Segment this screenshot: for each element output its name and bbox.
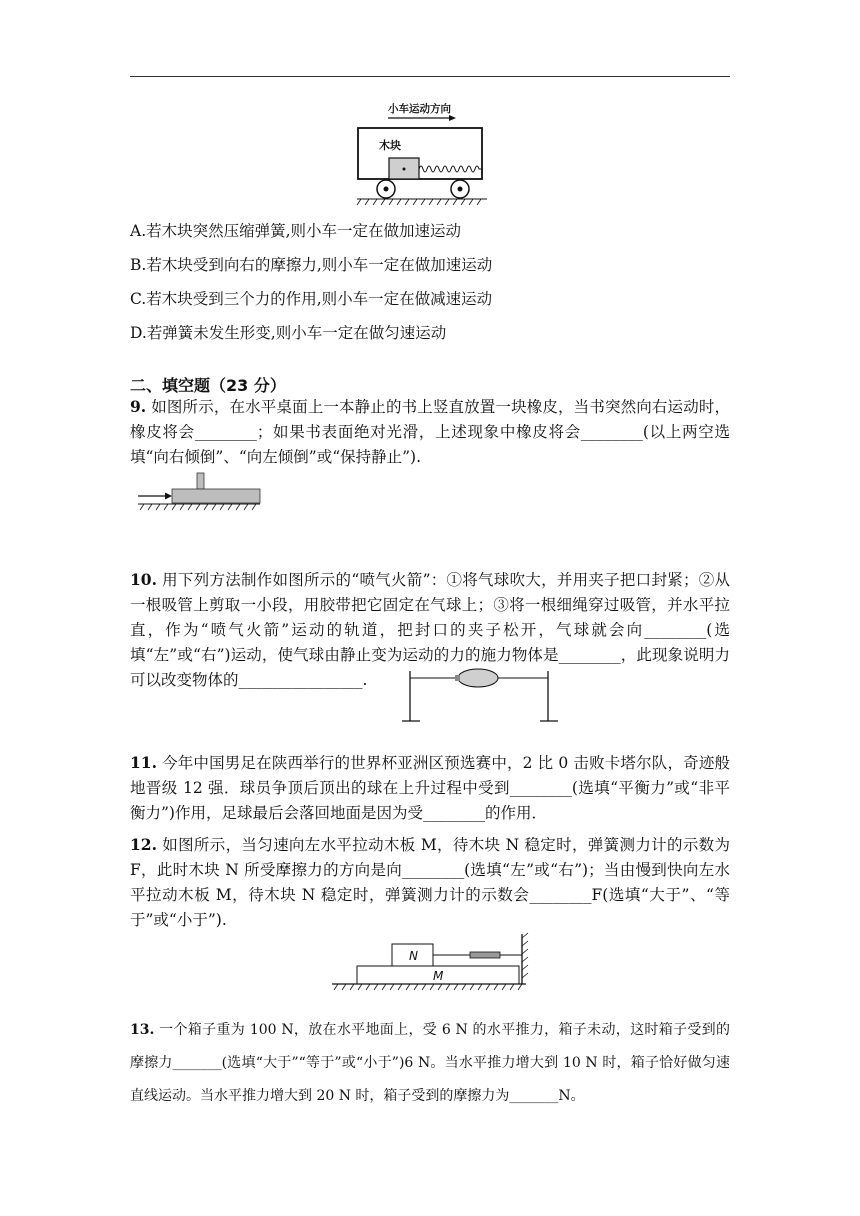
block-n-label: N: [409, 949, 418, 963]
spring-scale: [470, 952, 500, 958]
option-a: A.若木块突然压缩弹簧,则小车一定在做加速运动: [130, 222, 462, 240]
question-number: 10.: [130, 570, 157, 589]
arrow-right-icon: [165, 493, 172, 500]
arrow-right-icon: [449, 115, 456, 121]
question-12: [130, 832, 730, 933]
question-text: 如图所示，在水平桌面上一本静止的书上竖直放置一块橡皮，当书突然向右运动时，橡皮将会________；如果书表面绝对光滑，上述现象中橡皮将会________(以上两空选填“向右倾倒”、“向左倾倒”或“保持静止”).: [130, 398, 730, 466]
question-text: 如图所示，当匀速向左水平拉动木板 M，待木块 N 稳定时，弹簧测力计的示数为 F，此时木块 N 所受摩擦力的方向是向________(选填“左”或“右”)；当由慢到快向左水平拉动木板 M，待木块 N 稳定时，弹簧测力计的示数会________F(选填“大于”、“等于”或“小于”).: [130, 836, 730, 929]
question-number: 11.: [130, 753, 157, 772]
question-text: 一个箱子重为 100 N，放在水平地面上，受 6 N 的水平推力，箱子未动，这时箱子受到的摩擦力_______(选填“大于”“等于”或“小于”)6 N。当水平推力增大到 10 N 时，箱子恰好做匀速直线运动。当水平推力增大到 20 N 时，箱子受到的摩擦力为_______N。: [130, 1022, 730, 1104]
balloon: [458, 669, 498, 687]
question-13: [130, 1014, 730, 1113]
option-b: B.若木块受到向右的摩擦力,则小车一定在做加速运动: [130, 256, 493, 274]
option-c: C.若木块受到三个力的作用,则小车一定在做减速运动: [130, 290, 493, 308]
board-spring-scale-figure: [330, 932, 535, 992]
option-d: D.若弹簧未发生形变,则小车一定在做匀速运动: [130, 324, 447, 342]
book-eraser-figure: [134, 470, 264, 516]
question-9: [130, 394, 730, 470]
clip: [455, 675, 460, 681]
question-number: 13.: [130, 1022, 155, 1038]
eraser: [197, 473, 204, 489]
question-number: 9.: [130, 397, 147, 416]
question-number: 12.: [130, 835, 157, 854]
book: [172, 489, 260, 503]
question-text: 用下列方法制作如图所示的“喷气火箭”：①将气球吹大，并用夹子把口封紧；②从一根吸管上剪取一小段，用胶带把它固定在气球上；③将一根细绳穿过吸管，并水平拉直，作为“喷气火箭”运动的轨道，把封口的夹子松开，气球就会向________(选填“左”或“右”)运动，使气球由静止变为运动的力的施力物体是________，此现象说明力可以改变物体的________________.: [130, 571, 730, 689]
spring: [419, 166, 482, 172]
cart-direction-label: 小车运动方向: [388, 103, 451, 115]
block-label: 木块: [379, 139, 401, 152]
balloon-rocket-figure: [400, 663, 565, 725]
section-title: 二、填空题（23 分）: [130, 376, 286, 395]
question-text: 今年中国男足在陕西举行的世界杯亚洲区预选赛中，2 比 0 击败卡塔尔队，奇迹般地晋级 12 强．球员争顶后顶出的球在上升过程中受到________(选填“平衡力”或“非平衡力”)作用，足球最后会落回地面是因为受________的作用．: [130, 754, 730, 822]
board-m-label: M: [433, 969, 444, 983]
cart-spring-figure: [355, 98, 495, 206]
question-11: [130, 750, 730, 826]
header-rule: [130, 76, 730, 77]
